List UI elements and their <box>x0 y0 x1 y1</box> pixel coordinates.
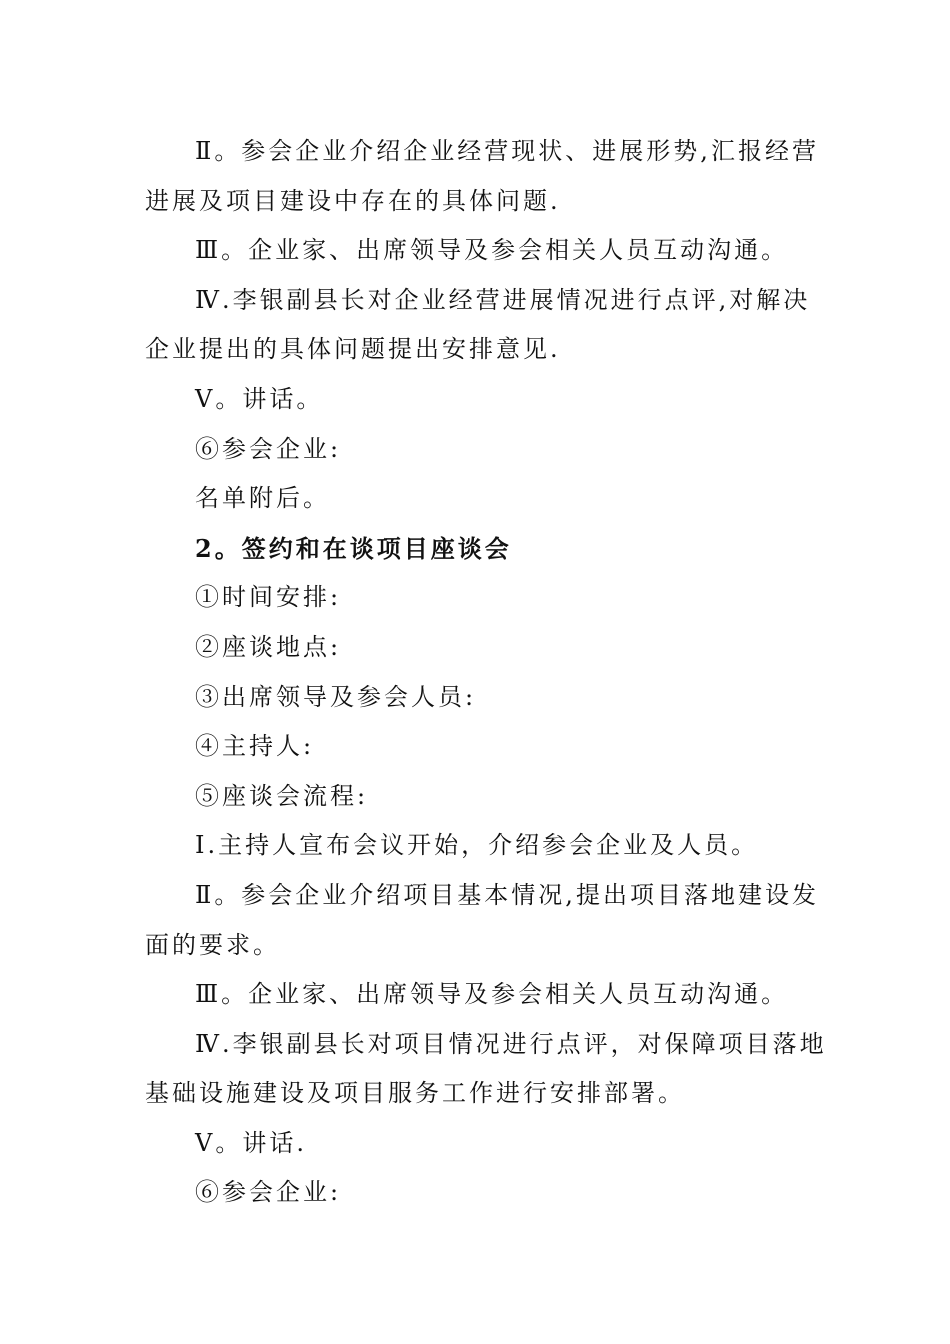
paragraph-line: Ⅲ。企业家、出席领导及参会相关人员互动沟通。 <box>195 236 789 265</box>
paragraph-line: Ⅳ.李银副县长对项目情况进行点评，对保障项目落地 <box>195 1029 827 1058</box>
paragraph-line: ①时间安排: <box>195 583 342 612</box>
paragraph-line: Ⅱ。参会企业介绍企业经营现状、进展形势,汇报经营 <box>195 137 819 165</box>
paragraph-line: 面的要求。 <box>145 930 280 959</box>
paragraph-line: ⑥参会企业: <box>195 434 342 463</box>
paragraph-line: 基础设施建设及项目服务工作进行安排部署。 <box>145 1079 685 1108</box>
paragraph-line: Ⅲ。企业家、出席领导及参会相关人员互动沟通。 <box>195 980 789 1009</box>
paragraph-line: ③出席领导及参会人员: <box>195 682 477 711</box>
paragraph-line: Ⅴ。讲话。 <box>195 384 324 413</box>
paragraph-line: Ⅳ.李银副县长对企业经营进展情况进行点评,对解决 <box>195 285 811 314</box>
paragraph-line: Ⅰ.主持人宣布会议开始，介绍参会企业及人员。 <box>195 831 759 860</box>
section-heading: 2。签约和在谈项目座谈会 <box>195 533 512 563</box>
paragraph-line: 企业提出的具体问题提出安排意见. <box>145 335 561 364</box>
paragraph-line: 名单附后。 <box>195 484 330 513</box>
paragraph-line: Ⅴ。讲话. <box>195 1128 307 1157</box>
paragraph-line: ⑥参会企业: <box>195 1178 342 1207</box>
paragraph-line: ②座谈地点: <box>195 632 342 661</box>
document-body <box>145 127 827 1218</box>
paragraph-line: ⑤座谈会流程: <box>195 781 369 810</box>
paragraph-line: Ⅱ。参会企业介绍项目基本情况,提出项目落地建设发 <box>195 880 819 909</box>
paragraph-line: 进展及项目建设中存在的具体问题. <box>145 186 561 215</box>
paragraph-line: ④主持人: <box>195 732 315 761</box>
